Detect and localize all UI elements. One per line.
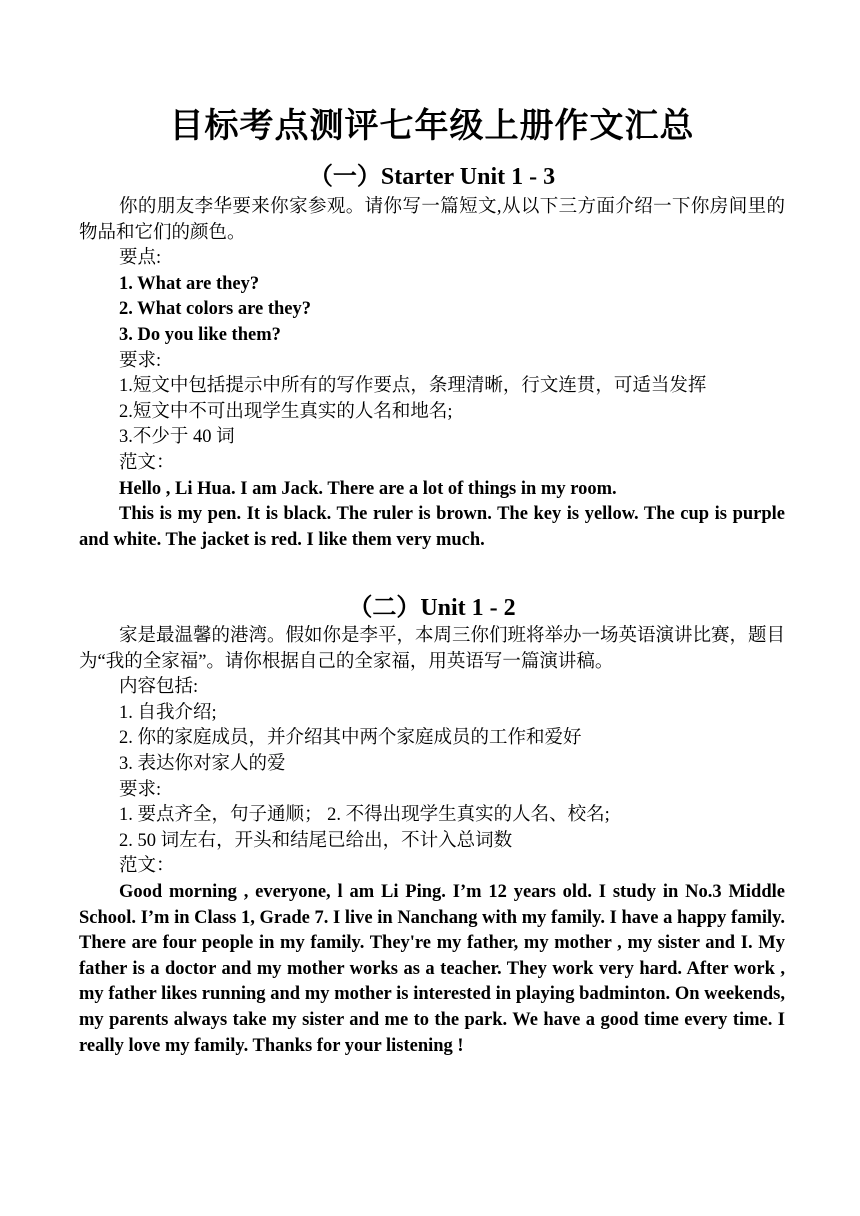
section1-requirement: 3.不少于 40 词 — [119, 427, 235, 448]
section1-points-label: 要点: — [119, 248, 162, 269]
section2-content-item: 2. 你的家庭成员，并介绍其中两个家庭成员的工作和爱好 — [119, 728, 582, 749]
section1-sample-paragraph: This is my pen. It is black. The ruler is brown. The key is yellow. The cup is purple and white. The jacket is red. I like them very much. — [79, 504, 785, 550]
section1-point: 1. What are they? — [119, 273, 260, 294]
section2-body — [79, 624, 785, 1059]
section2-content-label: 内容包括: — [119, 677, 199, 698]
section1-point: 2. What colors are they? — [119, 299, 312, 320]
section1-sample-paragraph: Hello , Li Hua. I am Jack. There are a lot of things in my room. — [119, 478, 617, 499]
section1-requirement: 2.短文中不可出现学生真实的人名和地名; — [119, 401, 453, 422]
section2-requirement: 2. 50 词左右，开头和结尾已给出，不计入总词数 — [119, 830, 513, 851]
section2-prompt: 家是最温馨的港湾。假如你是李平，本周三你们班将举办一场英语演讲比赛，题目为“我的全家福”。请你根据自己的全家福，用英语写一篇演讲稿。 — [79, 626, 786, 672]
section2-requirement: 1. 要点齐全，句子通顺； 2. 不得出现学生真实的人名、校名; — [119, 805, 610, 826]
section2-content-item: 1. 自我介绍; — [119, 702, 217, 723]
section2-content-item: 3. 表达你对家人的爱 — [119, 753, 286, 774]
section1-prompt: 你的朋友李华要来你家参观。请你写一篇短文,从以下三方面介绍一下你房间里的物品和它们的颜色。 — [79, 197, 785, 243]
section1-requirements-label: 要求: — [119, 350, 162, 371]
section1-body — [79, 195, 785, 553]
section2-sample-paragraph: Good morning , everyone, l am Li Ping. I’m 12 years old. I study in No.3 Middle School. I’m in Class 1, Grade 7. I live in Nanchang with my family. I have a happy family. There are four people in my family. They're my father, my mother , my sister and I. My father is a doctor and my mother works as a teacher. They work very hard. After work , my father likes running and my mother is interested in playing badminton. On weekends, my parents always take my sister and me to the park. We have a good time every time. I really love my family. Thanks for your listening ! — [79, 881, 785, 1056]
section1-requirement: 1.短文中包括提示中所有的写作要点，条理清晰，行文连贯，可适当发挥 — [119, 376, 707, 397]
section1-point: 3. Do you like them? — [119, 324, 281, 345]
page-title: 目标考点测评七年级上册作文汇总 — [169, 108, 695, 145]
section2-sample-label: 范文： — [119, 856, 175, 877]
section2-requirements-label: 要求: — [119, 779, 162, 800]
section1-heading: （一）Starter Unit 1 - 3 — [308, 164, 556, 190]
section2-heading: （二）Unit 1 - 2 — [348, 595, 516, 621]
section1-sample-label: 范文： — [119, 452, 175, 473]
